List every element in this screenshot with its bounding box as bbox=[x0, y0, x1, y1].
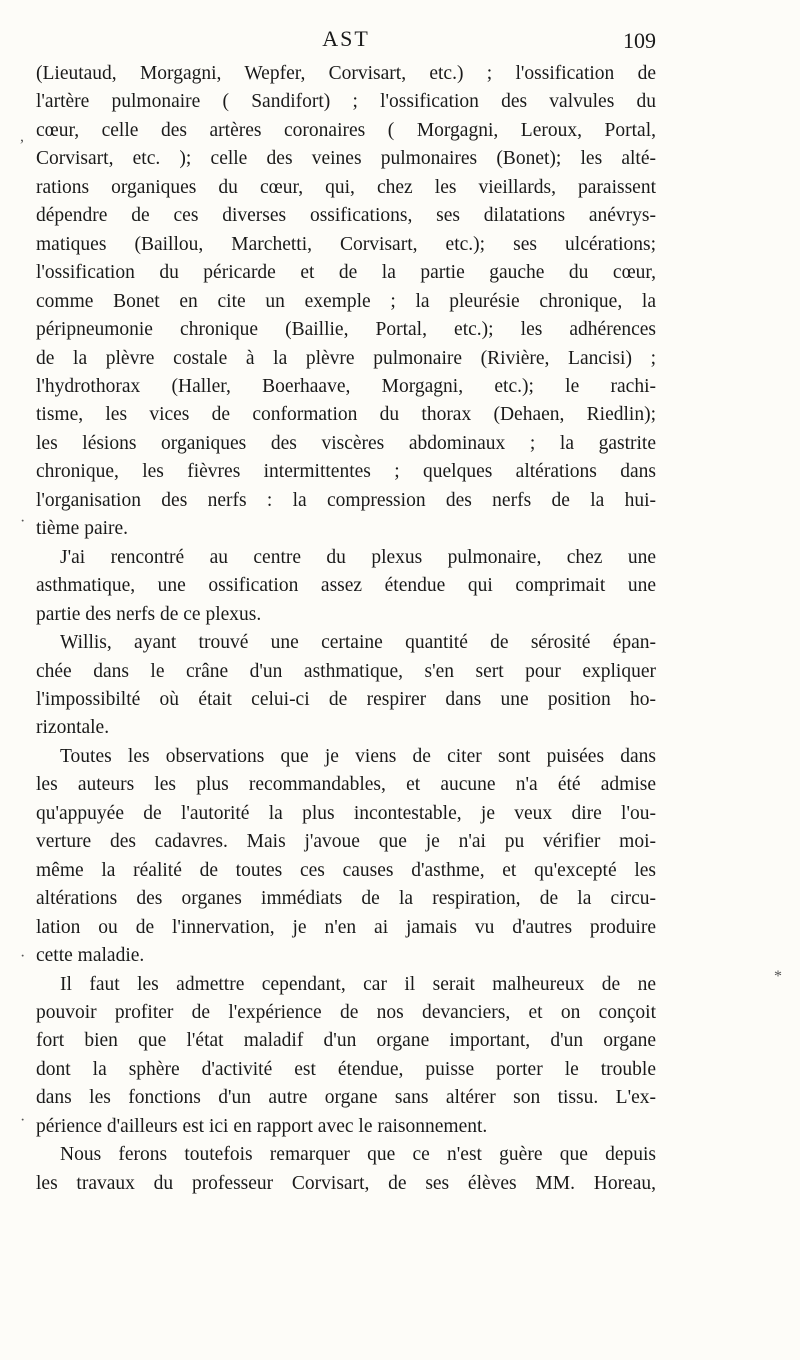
margin-speck: * bbox=[774, 968, 782, 985]
page-header bbox=[36, 26, 656, 58]
paragraph bbox=[36, 60, 656, 544]
text-line: l'artère pulmonaire ( Sandifort) ; l'ossification des valvules du bbox=[36, 91, 656, 113]
text-line: pouvoir profiter de l'expérience de nos devanciers, et on conçoit bbox=[36, 1001, 656, 1023]
text-line: (Lieutaud, Morgagni, Wepfer, Corvisart, etc.) ; l'ossification de bbox=[36, 63, 656, 84]
text-line: de la plèvre costale à la plèvre pulmonaire (Rivière, Lancisi) ; bbox=[36, 347, 656, 369]
text-line: rations organiques du cœur, qui, chez les vieillards, paraissent bbox=[36, 176, 656, 198]
text-line: même la réalité de toutes ces causes d'asthme, et qu'excepté les bbox=[36, 859, 656, 881]
page-number: 109 bbox=[623, 28, 656, 53]
margin-speck: · bbox=[20, 948, 26, 965]
margin-speck: · bbox=[20, 1112, 26, 1129]
margin-speck: · bbox=[20, 513, 26, 530]
body-text bbox=[36, 60, 656, 1198]
text-line: dépendre de ces diverses ossifications, ses dilatations anévrys- bbox=[36, 205, 656, 227]
paragraph bbox=[36, 544, 656, 629]
text-line: altérations des organes immédiats de la respiration, de la circu- bbox=[36, 888, 656, 910]
text-line: les travaux du professeur Corvisart, de ses élèves MM. Horeau, bbox=[36, 1172, 656, 1194]
text-line: les auteurs les plus recommandables, et aucune n'a été admise bbox=[36, 774, 656, 796]
text-line: l'impossibilté où était celui-ci de respirer dans une position ho- bbox=[36, 688, 656, 710]
text-line: chronique, les fièvres intermittentes ; quelques altérations dans bbox=[36, 461, 656, 483]
text-line: cœur, celle des artères coronaires ( Morgagni, Leroux, Portal, bbox=[36, 119, 656, 141]
text-line: Willis, ayant trouvé une certaine quantité de sérosité épan- bbox=[60, 632, 656, 654]
text-line: tisme, les vices de conformation du thorax (Dehaen, Riedlin); bbox=[36, 404, 656, 426]
text-line: rizontale. bbox=[36, 717, 110, 739]
text-line: Nous ferons toutefois remarquer que ce n'est guère que depuis bbox=[60, 1144, 656, 1166]
text-line: dans les fonctions d'un autre organe sans altérer son tissu. L'ex- bbox=[36, 1087, 656, 1109]
text-line: matiques (Baillou, Marchetti, Corvisart, etc.); ses ulcérations; bbox=[36, 233, 656, 255]
text-line: fort bien que l'état maladif d'un organe important, d'un organe bbox=[36, 1030, 656, 1052]
paragraph bbox=[36, 743, 656, 971]
text-line: l'organisation des nerfs : la compression des nerfs de la hui- bbox=[36, 489, 656, 511]
text-line: partie des nerfs de ce plexus. bbox=[36, 603, 262, 625]
margin-speck: , bbox=[20, 128, 24, 145]
text-line: lation ou de l'innervation, je n'en ai jamais vu d'autres produire bbox=[36, 916, 656, 938]
text-line: Il faut les admettre cependant, car il serait malheureux de ne bbox=[60, 973, 656, 995]
text-line: asthmatique, une ossification assez étendue qui comprimait une bbox=[36, 575, 656, 597]
paragraph bbox=[36, 629, 656, 743]
text-line: cette maladie. bbox=[36, 945, 145, 967]
paragraph bbox=[36, 1141, 656, 1198]
text-line: verture des cadavres. Mais j'avoue que je n'ai pu vérifier moi- bbox=[36, 831, 656, 853]
text-line: J'ai rencontré au centre du plexus pulmonaire, chez une bbox=[60, 546, 656, 568]
text-line: les lésions organiques des viscères abdominaux ; la gastrite bbox=[36, 432, 656, 454]
text-line: chée dans le crâne d'un asthmatique, s'en sert pour expliquer bbox=[36, 660, 656, 682]
text-line: qu'appuyée de l'autorité la plus incontestable, je veux dire l'ou- bbox=[36, 802, 656, 824]
text-line: Corvisart, etc. ); celle des veines pulmonaires (Bonet); les alté- bbox=[36, 148, 656, 170]
text-line: tième paire. bbox=[36, 518, 129, 540]
text-line: l'hydrothorax (Haller, Boerhaave, Morgagni, etc.); le rachi- bbox=[36, 375, 656, 397]
text-line: Toutes les observations que je viens de citer sont puisées dans bbox=[60, 745, 656, 767]
text-line: comme Bonet en cite un exemple ; la pleurésie chronique, la bbox=[36, 290, 656, 312]
text-line: périence d'ailleurs est ici en rapport avec le raisonnement. bbox=[36, 1115, 488, 1137]
text-line: l'ossification du péricarde et de la partie gauche du cœur, bbox=[36, 262, 656, 284]
paragraph bbox=[36, 971, 656, 1142]
text-line: dont la sphère d'activité est étendue, puisse porter le trouble bbox=[36, 1058, 656, 1080]
running-head: AST bbox=[322, 26, 370, 51]
text-line: péripneumonie chronique (Baillie, Portal, etc.); les adhérences bbox=[36, 319, 656, 341]
